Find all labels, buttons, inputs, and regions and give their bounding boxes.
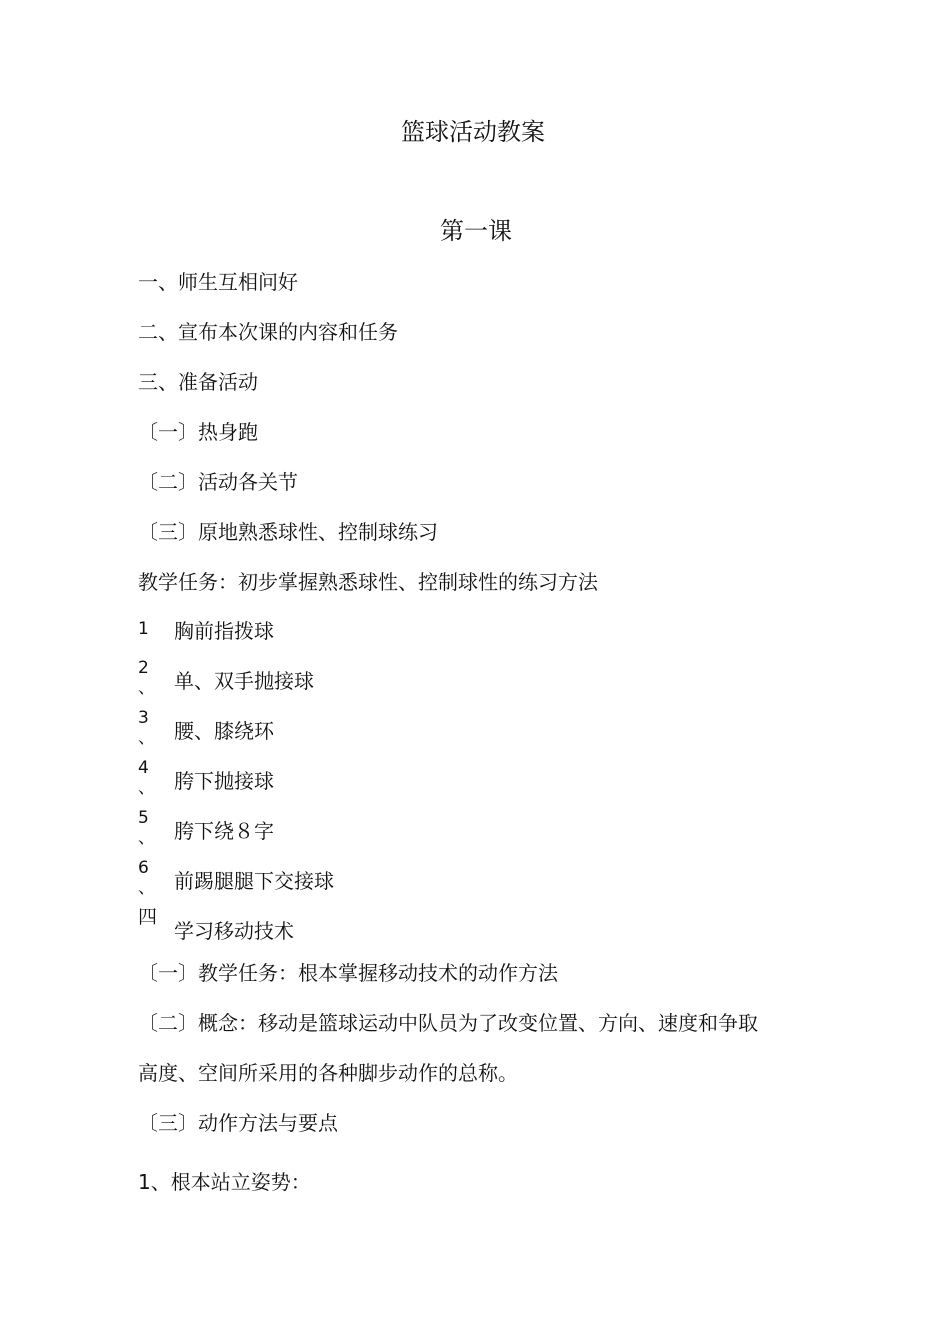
list-number-separator: 、 [138, 828, 155, 848]
stance-heading: 1、根本站立姿势： [138, 1170, 311, 1194]
movement-method: 〔三〕动作方法与要点 [138, 1111, 338, 1135]
list-item: 胸前指拨球 [174, 619, 274, 643]
section-greeting: 一、师生互相问好 [138, 270, 298, 294]
list-number-separator: 、 [138, 778, 155, 798]
list-item: 前踢腿腿下交接球 [174, 869, 334, 893]
warmup-item-ball-control: 〔三〕原地熟悉球性、控制球练习 [138, 520, 438, 544]
movement-concept-cont: 高度、空间所采用的各种脚步动作的总称。 [138, 1061, 518, 1085]
list-item: 胯下绕８字 [174, 819, 274, 843]
teaching-task: 教学任务：初步掌握熟悉球性、控制球性的练习方法 [138, 570, 598, 594]
section-number: 四 [138, 906, 158, 928]
list-number: 4 [138, 758, 149, 778]
document-title: 篮球活动教案 [401, 118, 545, 146]
list-number: 6 [138, 858, 149, 878]
lesson-heading: 第一课 [440, 217, 512, 245]
movement-concept: 〔二〕概念：移动是篮球运动中队员为了改变位置、方向、速度和争取 [138, 1011, 758, 1035]
section-warmup: 三、准备活动 [138, 370, 258, 394]
list-item: 单、双手抛接球 [174, 669, 314, 693]
list-number-separator: 、 [138, 678, 155, 698]
list-item: 胯下抛接球 [174, 769, 274, 793]
warmup-item-joints: 〔二〕活动各关节 [138, 470, 298, 494]
movement-task: 〔一〕教学任务：根本掌握移动技术的动作方法 [138, 961, 558, 985]
list-number-separator: 、 [138, 728, 155, 748]
list-number-separator: 、 [138, 878, 155, 898]
list-number: 5 [138, 808, 149, 828]
section-announce: 二、宣布本次课的内容和任务 [138, 320, 398, 344]
list-number: 3 [138, 708, 149, 728]
warmup-item-run: 〔一〕热身跑 [138, 420, 258, 444]
list-number: 1 [138, 619, 149, 639]
list-item: 腰、膝绕环 [174, 719, 274, 743]
section-movement: 学习移动技术 [174, 919, 294, 943]
list-number: 2 [138, 658, 149, 678]
